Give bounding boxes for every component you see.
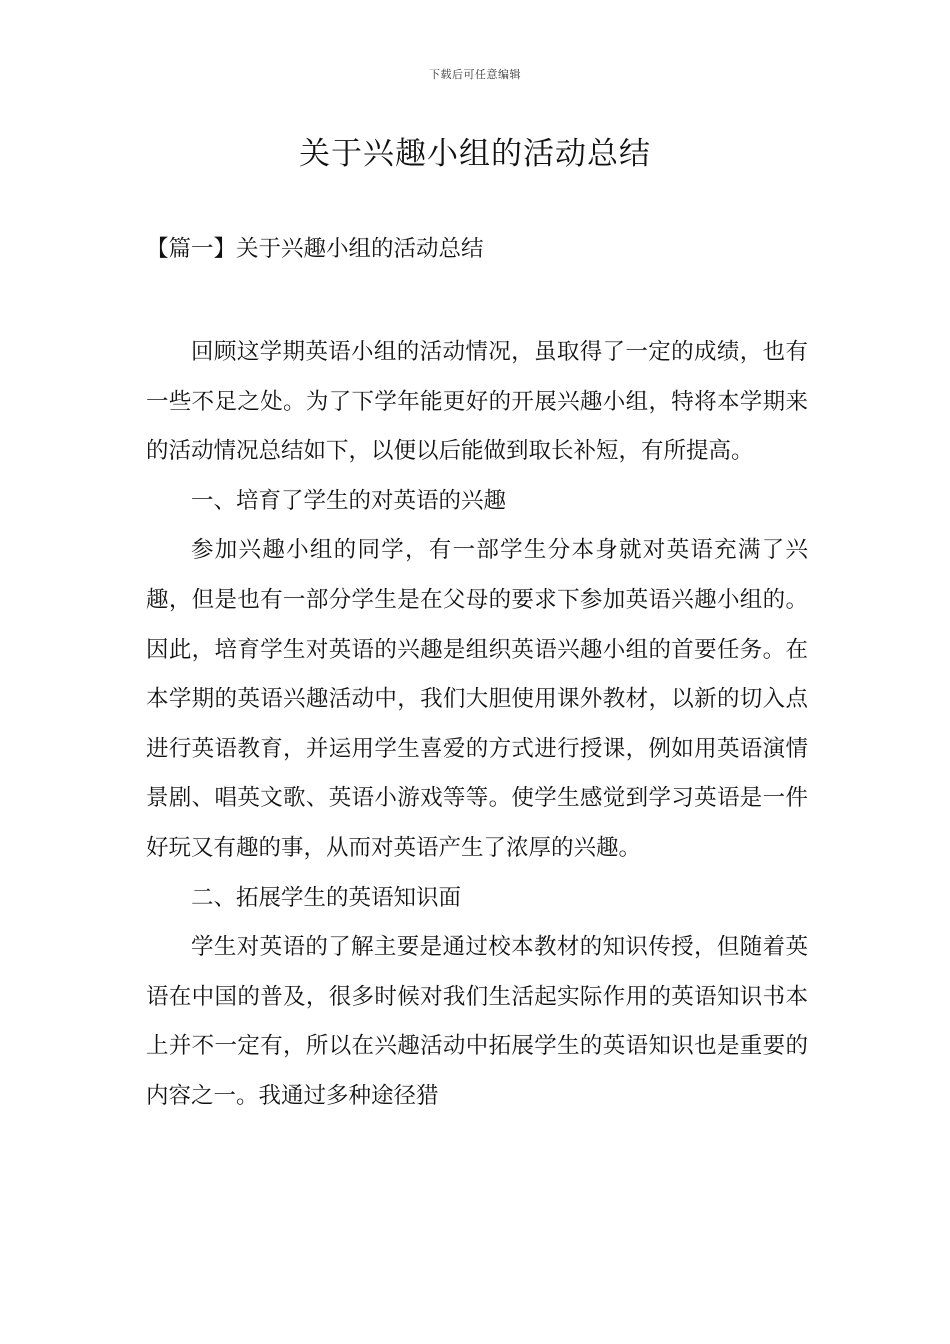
section-heading: 【篇一】关于兴趣小组的活动总结	[146, 236, 484, 262]
document-body	[146, 328, 808, 1122]
page-header-note: 下载后可任意编辑	[429, 68, 521, 81]
paragraph-knowledge: 学生对英语的了解主要是通过校本教材的知识传授，但随着英语在中国的普及，很多时候对我们生活起实际作用的英语知识书本上并不一定有，所以在兴趣活动中拓展学生的英语知识也是重要的内容之一。我通过多种途径猎	[146, 934, 808, 1109]
paragraph-intro: 回顾这学期英语小组的活动情况，虽取得了一定的成绩，也有一些不足之处。为了下学年能更好的开展兴趣小组，特将本学期来的活动情况总结如下，以便以后能做到取长补短，有所提高。	[146, 339, 808, 465]
document-title: 关于兴趣小组的活动总结	[299, 136, 651, 172]
subheading-knowledge: 二、拓展学生的英语知识面	[191, 884, 462, 911]
subheading-interest: 一、培育了学生的对英语的兴趣	[191, 487, 507, 514]
paragraph-interest: 参加兴趣小组的同学，有一部学生分本身就对英语充满了兴趣，但是也有一部分学生是在父母的要求下参加英语兴趣小组的。因此，培育学生对英语的兴趣是组织英语兴趣小组的首要任务。在本学期的英语兴趣活动中，我们大胆使用课外教材，以新的切入点进行英语教育，并运用学生喜爱的方式进行授课，例如用英语演情景剧、唱英文歌、英语小游戏等等。使学生感觉到学习英语是一件好玩又有趣的事，从而对英语产生了浓厚的兴趣。	[146, 537, 808, 861]
